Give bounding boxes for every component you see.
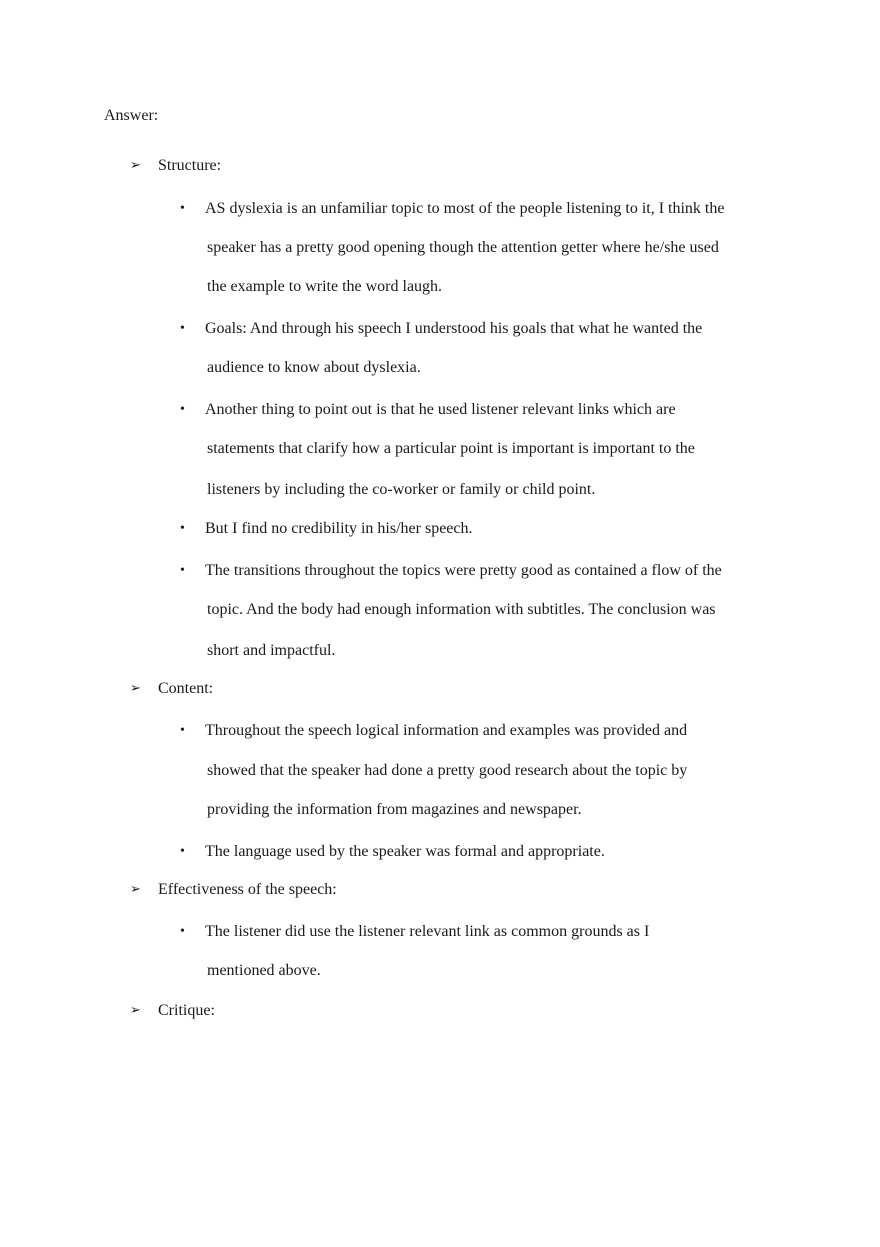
- bullet-dot-icon: •: [180, 723, 185, 738]
- arrow-bullet-icon: ➢: [130, 158, 141, 173]
- bullet-text: topic. And the body had enough information with subtitles. The conclusion was: [207, 601, 716, 618]
- bullet-text: listeners by including the co-worker or family or child point.: [207, 481, 596, 498]
- bullet-text: AS dyslexia is an unfamiliar topic to most of the people listening to it, I think the: [205, 200, 725, 217]
- bullet-text: The listener did use the listener relevant link as common grounds as I: [205, 923, 650, 940]
- section-title: Effectiveness of the speech:: [158, 881, 337, 898]
- arrow-bullet-icon: ➢: [130, 1003, 141, 1018]
- arrow-bullet-icon: ➢: [130, 681, 141, 696]
- bullet-text: showed that the speaker had done a pretty good research about the topic by: [207, 762, 688, 779]
- section-title: Critique:: [158, 1002, 215, 1019]
- section-title: Content:: [158, 680, 214, 697]
- section-structure: [130, 156, 810, 176]
- bullet-text: Goals: And through his speech I understood his goals that what he wanted the: [205, 320, 703, 337]
- section-critique: [130, 1001, 810, 1021]
- bullet-dot-icon: •: [180, 924, 185, 939]
- bullet-text: The language used by the speaker was formal and appropriate.: [205, 843, 605, 860]
- section-title: Structure:: [158, 157, 222, 174]
- bullet-text: speaker has a pretty good opening though the attention getter where he/she used: [207, 239, 719, 256]
- section-content: [130, 679, 810, 699]
- bullet-text: statements that clarify how a particular point is important is important to the: [207, 440, 695, 457]
- bullet-text: audience to know about dyslexia.: [207, 359, 421, 376]
- bullet-text: But I find no credibility in his/her speech.: [205, 520, 473, 537]
- bullet-text: Throughout the speech logical information and examples was provided and: [205, 722, 688, 739]
- bullet-dot-icon: •: [180, 201, 185, 216]
- arrow-bullet-icon: ➢: [130, 882, 141, 897]
- bullet-text: short and impactful.: [207, 642, 336, 659]
- bullet-text: Another thing to point out is that he used listener relevant links which are: [205, 401, 676, 418]
- answer-label: Answer:: [104, 107, 159, 124]
- bullet-text: providing the information from magazines and newspaper.: [207, 801, 582, 818]
- bullet-dot-icon: •: [180, 844, 185, 859]
- bullet-dot-icon: •: [180, 563, 185, 578]
- bullet-text: the example to write the word laugh.: [207, 278, 443, 295]
- bullet-dot-icon: •: [180, 521, 185, 536]
- section-effectiveness: [130, 880, 810, 900]
- bullet-dot-icon: •: [180, 321, 185, 336]
- bullet-dot-icon: •: [180, 402, 185, 417]
- bullet-text: The transitions throughout the topics were pretty good as contained a flow of the: [205, 562, 722, 579]
- bullet-text: mentioned above.: [207, 962, 321, 979]
